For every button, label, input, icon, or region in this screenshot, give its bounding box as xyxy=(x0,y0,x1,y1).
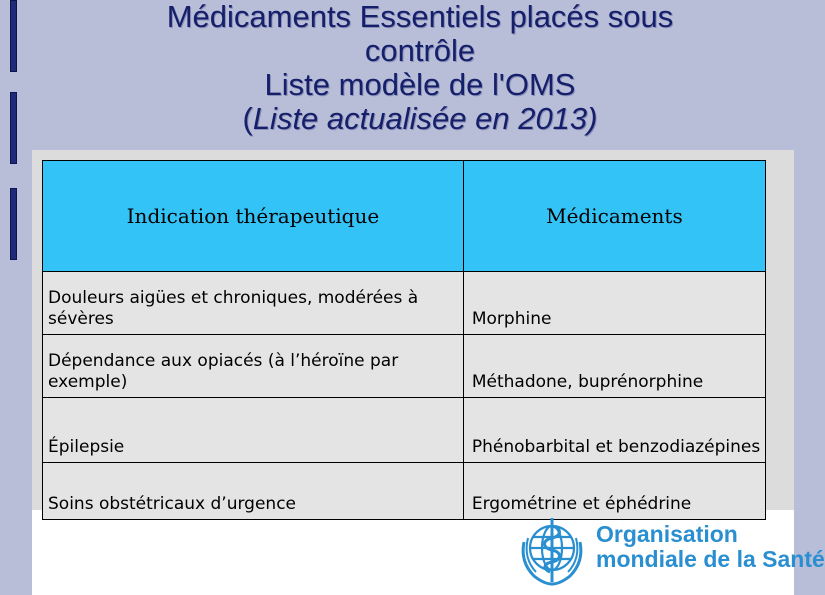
who-logo-line-1: Organisation xyxy=(596,521,738,547)
cell-medicaments: Morphine xyxy=(463,272,765,335)
table-row xyxy=(43,463,766,520)
edge-decoration-bar xyxy=(10,0,17,72)
cell-medicaments: Méthadone, buprénorphine xyxy=(463,335,765,398)
header-indication: Indication thérapeutique xyxy=(43,161,464,272)
cell-medicaments: Phénobarbital et benzodiazépines xyxy=(463,398,765,463)
title-line-4 xyxy=(60,102,780,136)
title-line-1: Médicaments Essentiels placés sous xyxy=(166,0,674,34)
table-row xyxy=(43,398,766,463)
title-line-2: contrôle xyxy=(364,33,476,68)
title-paren: ( xyxy=(242,101,253,136)
edge-decoration-bar xyxy=(10,92,17,164)
cell-indication: Douleurs aigües et chroniques, modérées à sévères xyxy=(43,272,464,335)
cell-medicaments: Ergométrine et éphédrine xyxy=(463,463,765,520)
essential-medicines-table xyxy=(42,160,766,520)
header-medicaments: Médicaments xyxy=(463,161,765,272)
who-emblem-icon xyxy=(514,512,590,588)
who-logo-line-2: mondiale de la Santé xyxy=(596,546,825,572)
cell-indication: Dépendance aux opiacés (à l’héroïne par exemple) xyxy=(43,335,464,398)
edge-decoration-bar xyxy=(10,188,17,260)
who-logo-text xyxy=(596,522,825,572)
who-logo xyxy=(514,512,825,588)
slide-title xyxy=(60,0,780,136)
table-row xyxy=(43,272,766,335)
table-row xyxy=(43,335,766,398)
title-line-3: Liste modèle de l'OMS xyxy=(264,67,576,102)
cell-indication: Épilepsie xyxy=(43,398,464,463)
title-line-4-text: Liste actualisée en 2013) xyxy=(252,101,598,136)
cell-indication: Soins obstétricaux d’urgence xyxy=(43,463,464,520)
